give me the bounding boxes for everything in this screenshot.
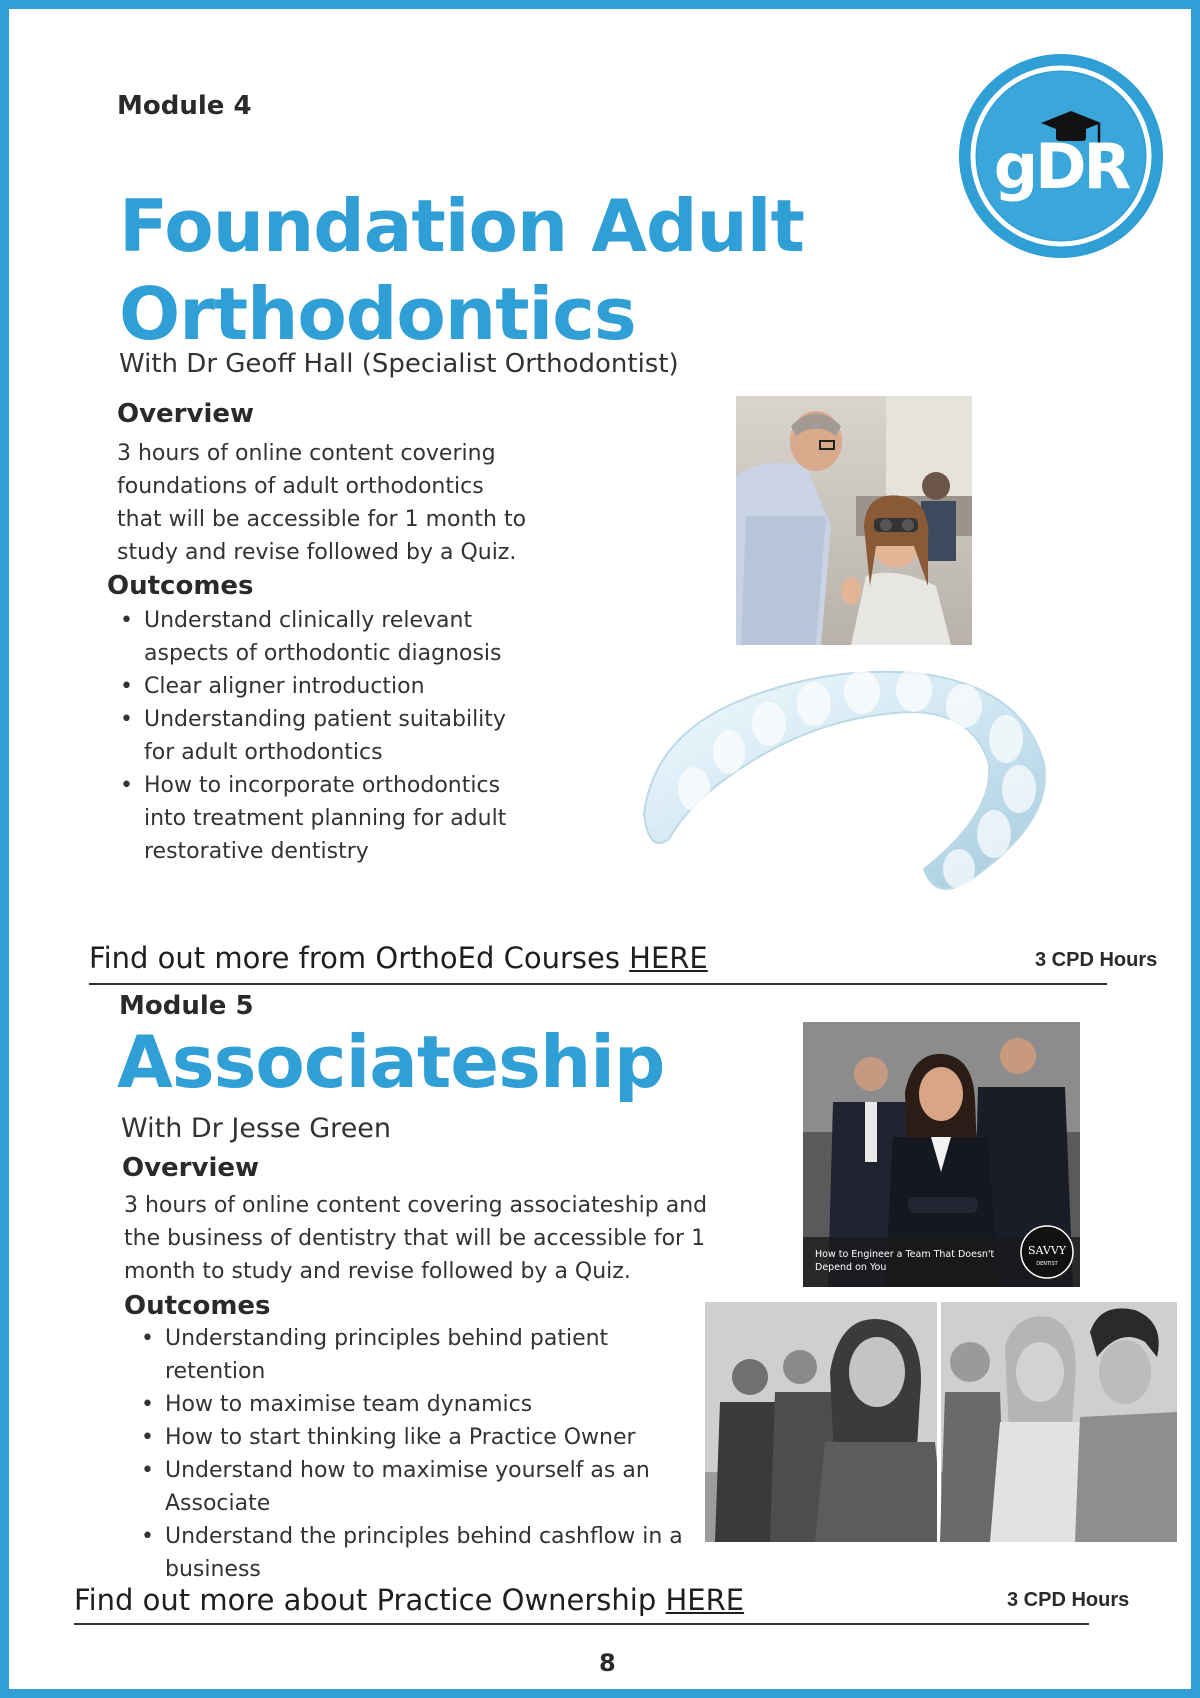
photo-caption-line1: How to Engineer a Team That Doesn't	[815, 1249, 995, 1260]
overview-line: month to study and revise followed by a Quiz.	[124, 1259, 631, 1284]
outcome-line: Clear aligner introduction	[144, 674, 425, 699]
module5-cpd-hours: 3 CPD Hours	[1007, 1589, 1130, 1611]
module5-overview-heading: Overview	[122, 1153, 260, 1183]
outcome-line: Associate	[165, 1491, 271, 1516]
list-item: • Understanding patient suitability for adult orthodontics	[116, 703, 536, 769]
outcome-line: Understand how to maximise yourself as an	[165, 1458, 650, 1483]
module4-find-more	[89, 941, 708, 975]
savvy-badge-text: SAVVY	[1027, 1244, 1067, 1257]
module5-divider	[74, 1623, 1089, 1625]
module5-label: Module 5	[119, 991, 254, 1021]
module4-title-line1: Foundation Adult	[119, 184, 804, 268]
module5-team-photo	[803, 1022, 1080, 1287]
module5-find-more	[74, 1583, 744, 1617]
module5-audience-photo	[705, 1302, 1177, 1542]
module4-here-link[interactable]: HERE	[629, 941, 708, 975]
list-item: • Understand how to maximise yourself as an Associate	[137, 1454, 707, 1520]
module5-outcomes-list	[137, 1322, 707, 1586]
overview-line: 3 hours of online content covering	[117, 441, 496, 466]
outcome-line: How to maximise team dynamics	[165, 1392, 533, 1417]
outcome-line: Understanding patient suitability	[144, 707, 506, 732]
overview-line: study and revise followed by a Quiz.	[117, 540, 517, 565]
find-more-text: Find out more about Practice Ownership	[74, 1583, 666, 1617]
overview-line: 3 hours of online content covering associateship and	[124, 1193, 708, 1218]
list-item: • Clear aligner introduction	[116, 670, 536, 703]
outcome-line: aspects of orthodontic diagnosis	[144, 641, 502, 666]
module4-outcomes-list	[116, 604, 536, 868]
module5-here-link[interactable]: HERE	[665, 1583, 745, 1617]
module4-outcomes-heading: Outcomes	[107, 571, 254, 601]
overview-line: the business of dentistry that will be accessible for 1	[124, 1226, 706, 1251]
module5-overview-text	[124, 1189, 724, 1288]
module5-title: Associateship	[117, 1020, 665, 1104]
outcome-line: Understanding principles behind patient retention	[165, 1326, 609, 1384]
outcome-line: Understand the principles behind cashflow in a	[165, 1524, 683, 1549]
module4-title-line2: Orthodontics	[119, 272, 636, 356]
module5-instructor: With Dr Jesse Green	[121, 1113, 392, 1144]
module5-outcomes-heading: Outcomes	[124, 1291, 271, 1321]
page-number: 8	[599, 1649, 616, 1677]
module4-label: Module 4	[117, 91, 252, 121]
module4-instructor: With Dr Geoff Hall (Specialist Orthodontist)	[119, 349, 679, 379]
logo-text: gDR	[993, 130, 1129, 203]
module4-overview-text	[117, 437, 577, 569]
list-item: • Understand clinically relevant aspects of orthodontic diagnosis	[116, 604, 536, 670]
clear-aligner-image	[634, 654, 1064, 899]
outcome-line: into treatment planning for adult	[144, 806, 507, 831]
module4-cpd-hours: 3 CPD Hours	[1035, 949, 1158, 971]
list-item: • How to start thinking like a Practice Owner	[137, 1421, 707, 1454]
outcome-line: for adult orthodontics	[144, 740, 383, 765]
module4-overview-heading: Overview	[117, 399, 255, 429]
list-item: • Understand the principles behind cashflow in a business	[137, 1520, 707, 1586]
photo-caption-line2: Depend on You	[815, 1262, 887, 1273]
overview-line: foundations of adult orthodontics	[117, 474, 484, 499]
find-more-text: Find out more from OrthoEd Courses	[89, 941, 630, 975]
module4-classroom-photo	[736, 396, 972, 645]
list-item: • Understanding principles behind patient retention	[137, 1322, 707, 1388]
list-item: • How to incorporate orthodontics into treatment planning for adult restorative dentistry	[116, 769, 536, 868]
module4-divider	[89, 983, 1107, 985]
overview-line: that will be accessible for 1 month to	[117, 507, 527, 532]
outcome-line: How to start thinking like a Practice Owner	[165, 1425, 636, 1450]
outcome-line: Understand clinically relevant	[144, 608, 473, 633]
outcome-line: restorative dentistry	[144, 839, 369, 864]
outcome-line: How to incorporate orthodontics	[144, 773, 501, 798]
list-item: • How to maximise team dynamics	[137, 1388, 707, 1421]
savvy-badge-subtext: DENTIST	[1036, 1261, 1058, 1267]
gdr-logo	[956, 51, 1166, 261]
outcome-line: business	[165, 1557, 261, 1582]
